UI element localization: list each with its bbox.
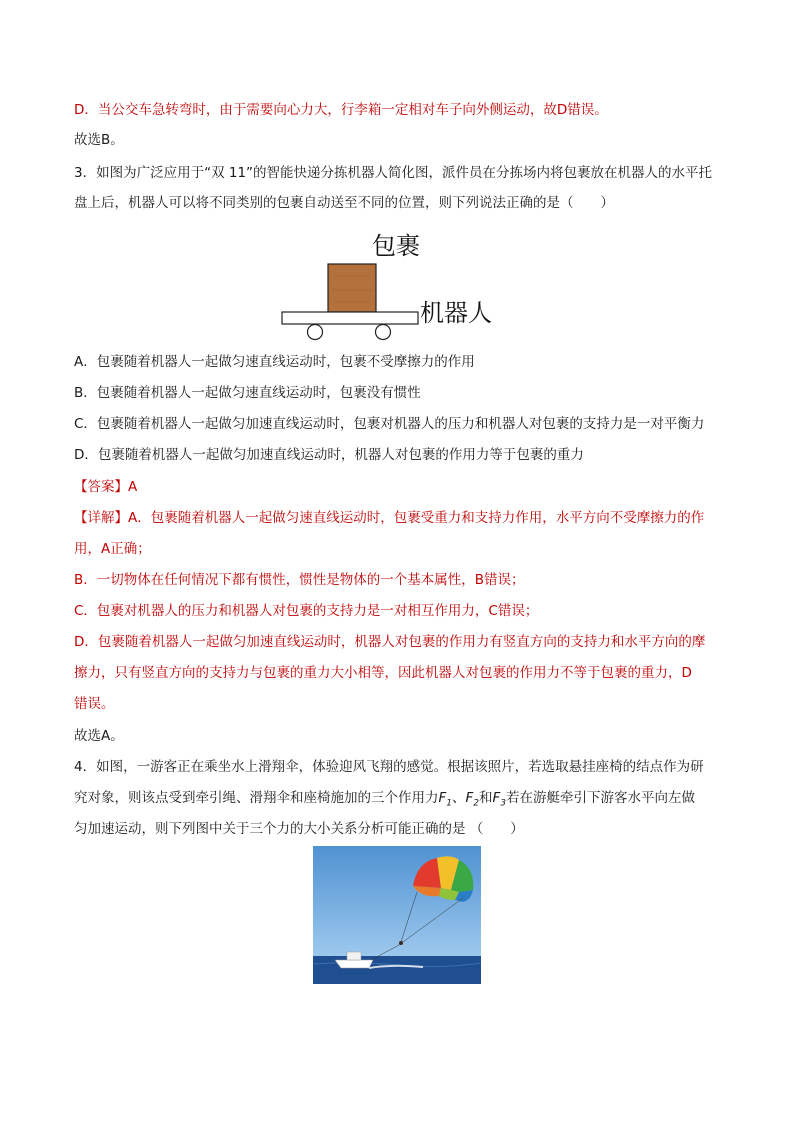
q3-option-a: A．包裹随着机器人一起做匀速直线运动时，包裹不受摩擦力的作用 [74,354,475,370]
prev-option-d: D．当公交车急转弯时，由于需要向心力大，行李箱一定相对车子向外侧运动，故D错误。 [74,102,608,118]
rider [399,941,403,945]
q3-detail-line3: B．一切物体在任何情况下都有惯性，惯性是物体的一个基本属性，B错误； [74,572,525,588]
q3-detail-line2: 用，A正确； [74,541,151,557]
q3-answer [74,477,137,497]
package-box [328,264,376,312]
q3-detail-line7: 错误。 [74,696,115,712]
q3-detail-line1 [74,508,704,528]
answer-tag: 【答案】 [74,479,128,495]
parasailing-photo [313,846,481,984]
figure-label-package: 包裹 [372,232,420,260]
q3-detail-line4: C．包裹对机器人的压力和机器人对包裹的支持力是一对相互作用力，C错误； [74,603,539,619]
q4-stem-line3: 匀加速运动，则下列图中关于三个力的大小关系分析可能正确的是 （ ） [74,821,524,837]
q3-option-b: B．包裹随着机器人一起做匀速直线运动时，包裹没有惯性 [74,385,421,401]
prev-choose: 故选B。 [74,132,124,148]
robot-tray [282,312,418,324]
robot-figure [276,228,500,346]
force-f3: $F_3$ [492,790,506,809]
parasail-illustration [313,846,481,984]
robot-wheel-left [308,325,323,340]
force-f2: $F_2$ [465,790,479,809]
q3-stem-line1: 3．如图为广泛应用于“双 11”的智能快递分拣机器人简化图，派件员在分拣场内将包裹放在机器人的水平托 [74,165,713,181]
q3-option-c: C．包裹随着机器人一起做匀加速直线运动时，包裹对机器人的压力和机器人对包裹的支持力是一对平衡力 [74,416,705,432]
detail-text: A．包裹随着机器人一起做匀速直线运动时，包裹受重力和支持力作用，水平方向不受摩擦力的作 [128,510,705,526]
answer-value: A [128,479,138,495]
force-f1: $F_1$ [438,790,452,809]
detail-tag: 【详解】 [74,510,128,526]
q3-choose: 故选A。 [74,728,124,744]
q3-option-d: D．包裹随着机器人一起做匀加速直线运动时，机器人对包裹的作用力等于包裹的重力 [74,447,584,463]
q3-detail-line5: D．包裹随着机器人一起做匀加速直线运动时，机器人对包裹的作用力有竖直方向的支持力和水平方向的摩 [74,634,706,650]
robot-diagram [276,228,500,346]
q4-stem-line1: 4．如图，一游客正在乘坐水上滑翔伞，体验迎风飞翔的感觉。根据该照片，若选取悬挂座椅的结点作为研 [74,759,704,775]
figure-label-robot: 机器人 [420,299,492,327]
q3-stem-line2: 盘上后，机器人可以将不同类别的包裹自动送至不同的位置，则下列说法正确的是（ ） [74,195,614,211]
robot-wheel-right [376,325,391,340]
q3-detail-line6: 擦力，只有竖直方向的支持力与包裹的重力大小相等，因此机器人对包裹的作用力不等于包裹的重力，D [74,665,692,681]
q4-stem-line2: 究对象，则该点受到牵引绳、滑翔伞和座椅施加的三个作用力$F_1$、$F_2$和$F_3$若在游艇牵引下游客水平向左做 [74,790,695,809]
